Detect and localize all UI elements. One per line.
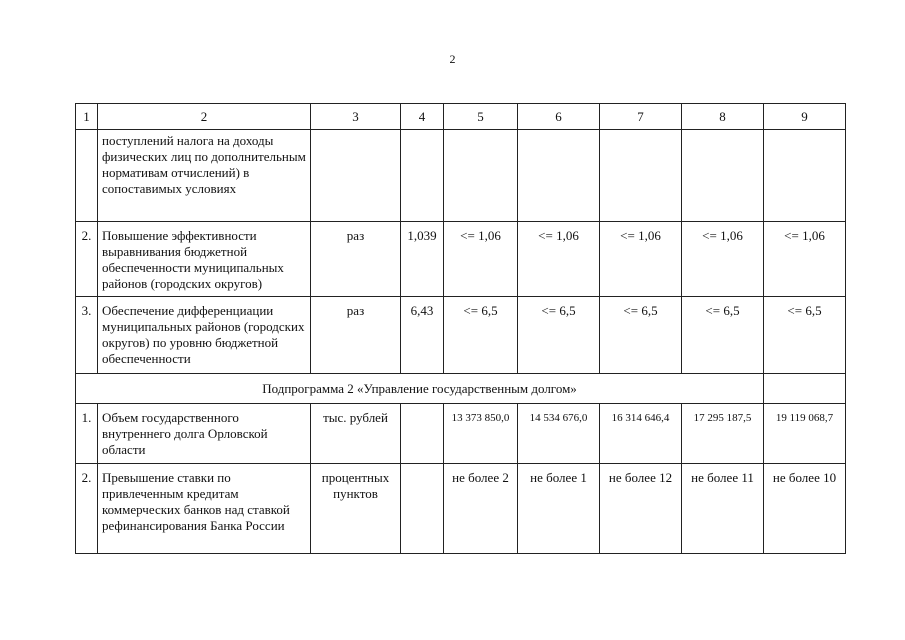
value-col-4: [401, 130, 444, 222]
value-col-4: [401, 404, 444, 464]
unit-cell: тыс. рублей: [311, 404, 401, 464]
value-col-8: 17 295 187,5: [682, 404, 764, 464]
value-col-6: <= 6,5: [518, 297, 600, 374]
value-col-4: [401, 464, 444, 554]
table-row: [76, 222, 846, 297]
value-col-6: 14 534 676,0: [518, 404, 600, 464]
value-col-7: не более 12: [600, 464, 682, 554]
value-col-7: [600, 130, 682, 222]
value-col-9: <= 6,5: [764, 297, 846, 374]
header-cell-5: 5: [444, 104, 518, 130]
unit-cell: раз: [311, 222, 401, 297]
table-row: [76, 464, 846, 554]
value-col-7: 16 314 646,4: [600, 404, 682, 464]
row-number: 2.: [76, 464, 98, 554]
row-number: 2.: [76, 222, 98, 297]
indicator-name: Превышение ставки по привлеченным кредитам коммерческих банков над ставкой рефинансирования Банка России: [98, 464, 311, 554]
header-cell-8: 8: [682, 104, 764, 130]
value-col-9: не более 10: [764, 464, 846, 554]
header-cell-1: 1: [76, 104, 98, 130]
header-cell-9: 9: [764, 104, 846, 130]
value-col-8: <= 1,06: [682, 222, 764, 297]
header-cell-7: 7: [600, 104, 682, 130]
value-col-5: <= 1,06: [444, 222, 518, 297]
table-row: [76, 404, 846, 464]
indicators-table: [75, 103, 846, 554]
value-col-7: <= 1,06: [600, 222, 682, 297]
value-col-4: 6,43: [401, 297, 444, 374]
value-col-6: не более 1: [518, 464, 600, 554]
indicator-name: Повышение эффективности выравнивания бюджетной обеспеченности муниципальных районов (городских округов): [98, 222, 311, 297]
empty-cell: [764, 374, 846, 404]
page-number: 2: [449, 52, 456, 66]
subprogram-header-row: [76, 374, 846, 404]
unit-cell: процентных пунктов: [311, 464, 401, 554]
value-col-8: <= 6,5: [682, 297, 764, 374]
unit-cell: [311, 130, 401, 222]
value-col-5: 13 373 850,0: [444, 404, 518, 464]
table-row: [76, 297, 846, 374]
subprogram-title: Подпрограмма 2 «Управление государственным долгом»: [76, 374, 764, 404]
indicator-name: поступлений налога на доходы физических лиц по дополнительным нормативам отчислений) в сопоставимых условиях: [98, 130, 311, 222]
value-col-6: [518, 130, 600, 222]
row-number: [76, 130, 98, 222]
header-cell-6: 6: [518, 104, 600, 130]
value-col-8: не более 11: [682, 464, 764, 554]
value-col-8: [682, 130, 764, 222]
value-col-5: не более 2: [444, 464, 518, 554]
header-cell-4: 4: [401, 104, 444, 130]
table-header-row: [76, 104, 846, 130]
value-col-7: <= 6,5: [600, 297, 682, 374]
value-col-5: <= 6,5: [444, 297, 518, 374]
table-row: [76, 130, 846, 222]
value-col-5: [444, 130, 518, 222]
value-col-9: 19 119 068,7: [764, 404, 846, 464]
value-col-9: <= 1,06: [764, 222, 846, 297]
value-col-6: <= 1,06: [518, 222, 600, 297]
indicator-name: Обеспечение дифференциации муниципальных районов (городских округов) по уровню бюджетной обеспеченности: [98, 297, 311, 374]
value-col-4: 1,039: [401, 222, 444, 297]
value-col-9: [764, 130, 846, 222]
indicator-name: Объем государственного внутреннего долга Орловской области: [98, 404, 311, 464]
row-number: 1.: [76, 404, 98, 464]
row-number: 3.: [76, 297, 98, 374]
header-cell-3: 3: [311, 104, 401, 130]
unit-cell: раз: [311, 297, 401, 374]
header-cell-2: 2: [98, 104, 311, 130]
